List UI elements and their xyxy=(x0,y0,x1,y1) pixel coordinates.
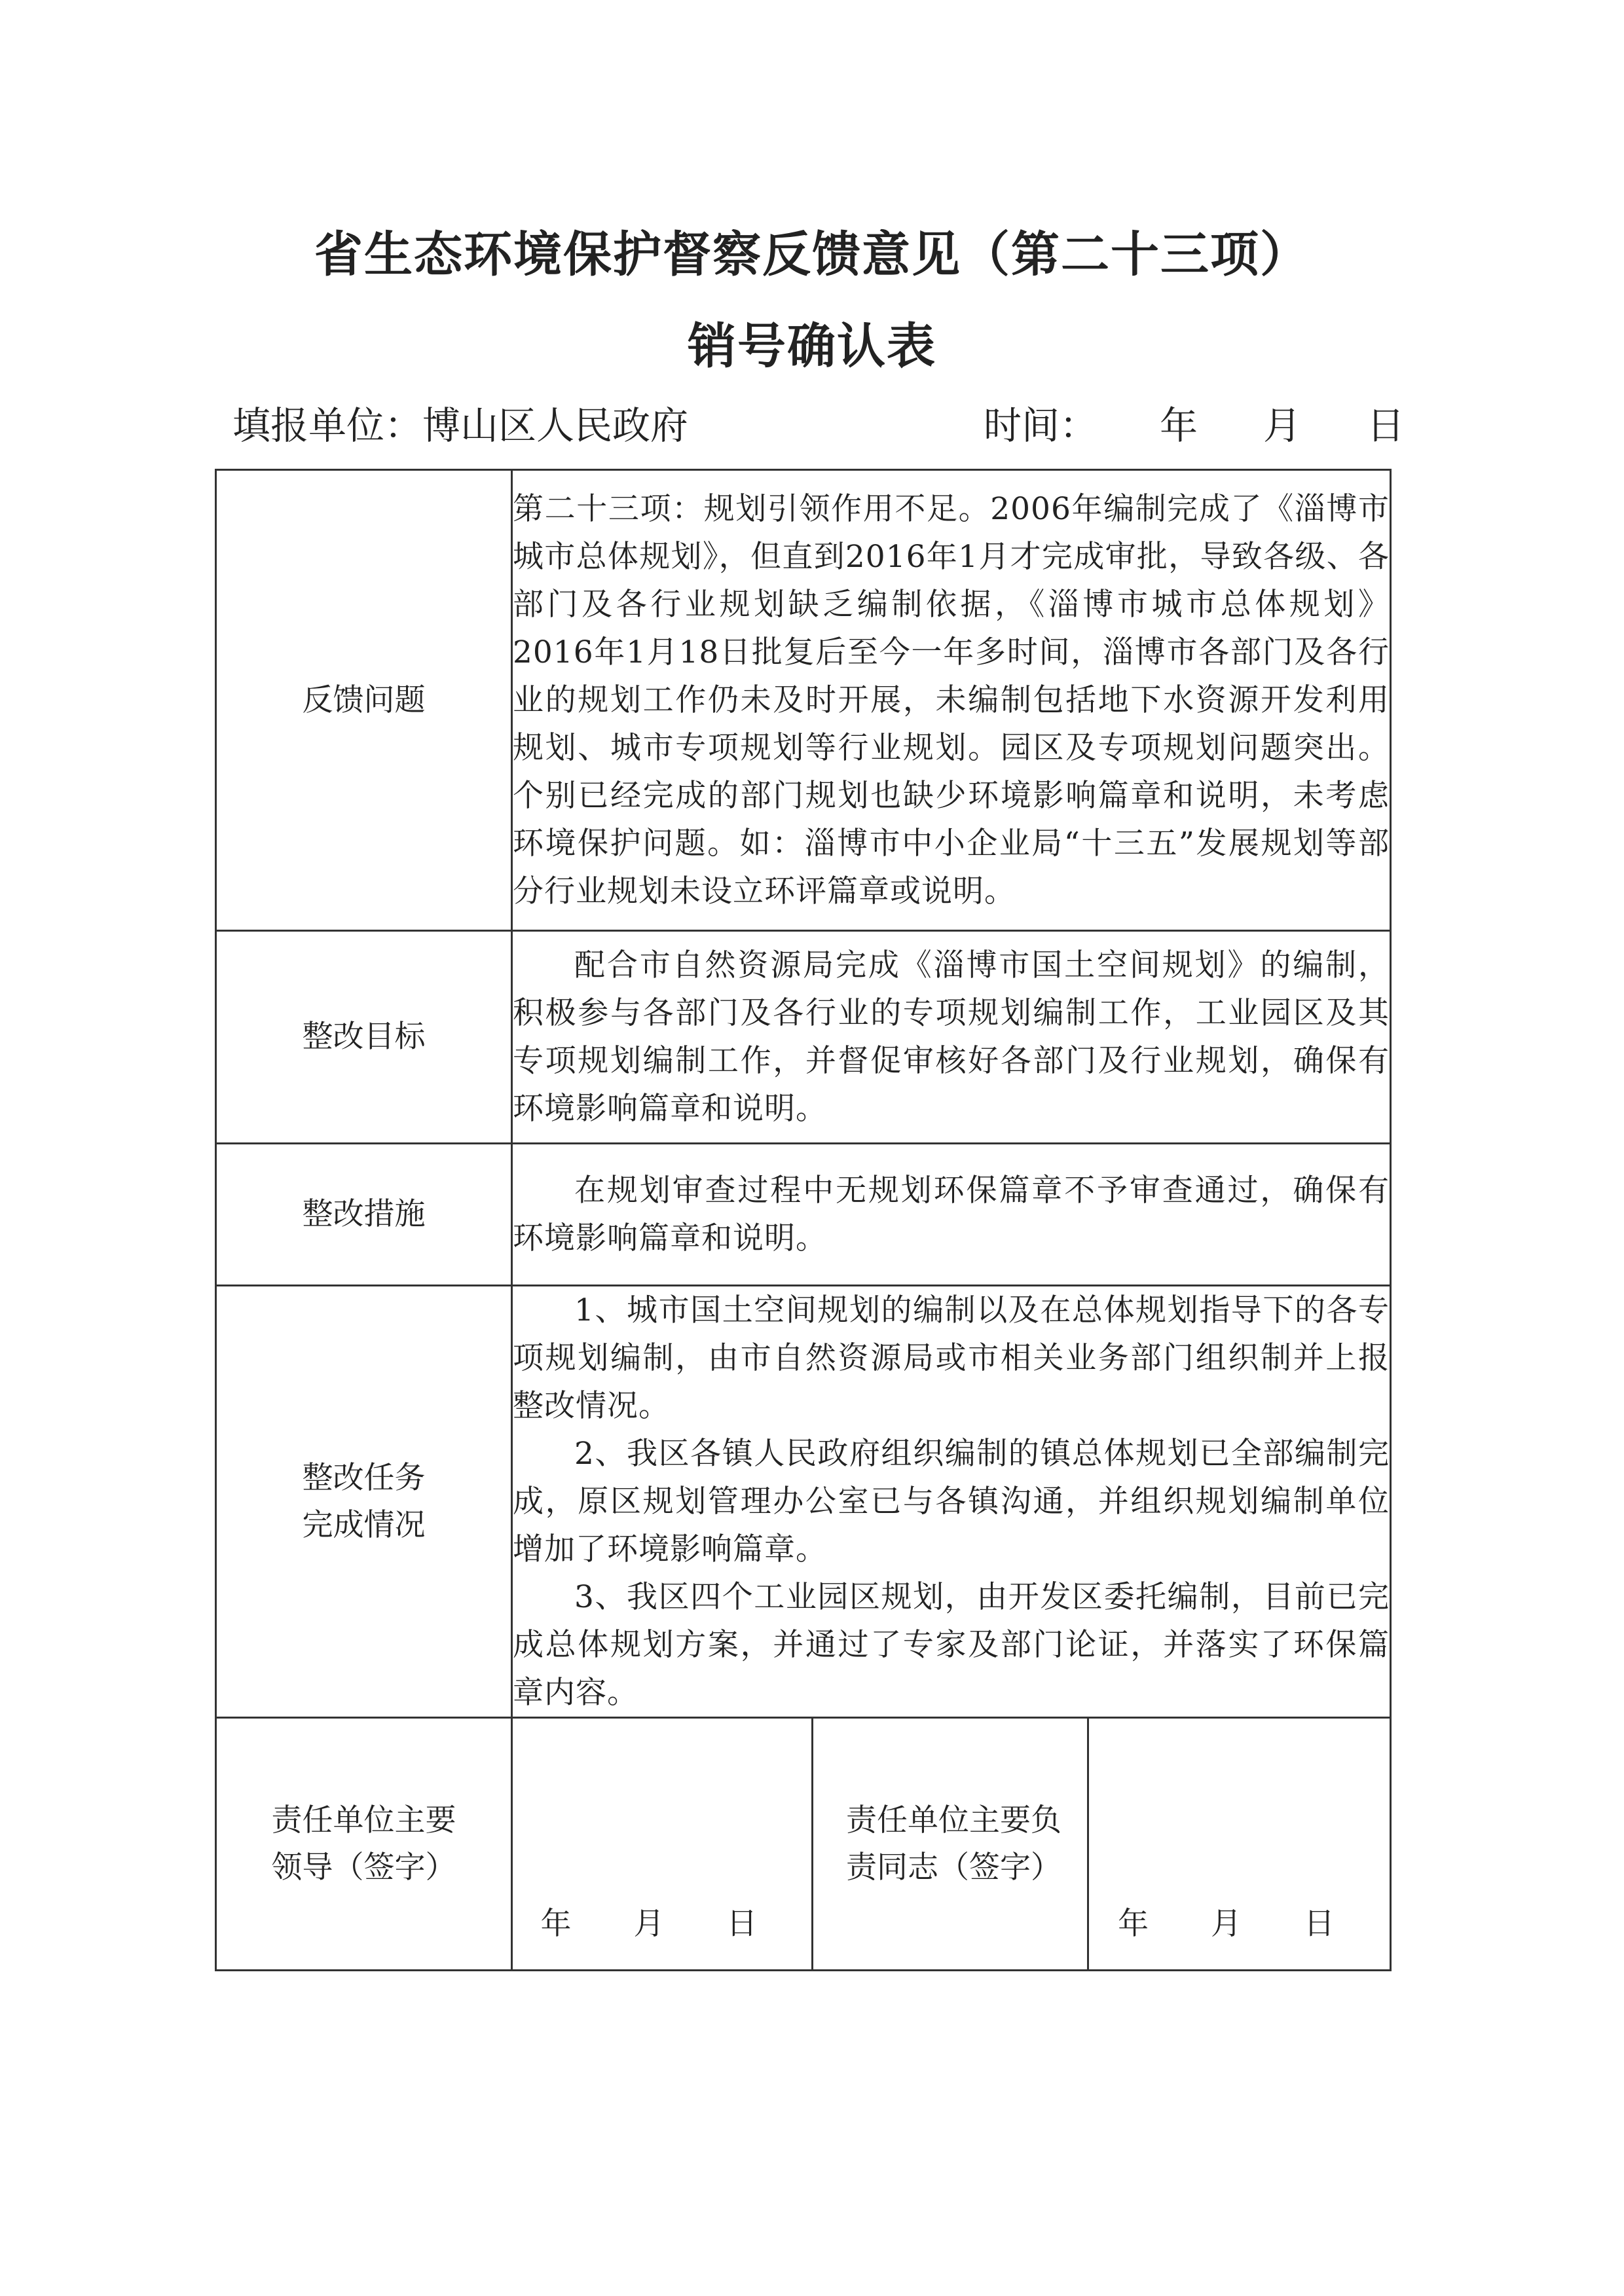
feedback-text: 第二十三项：规划引领作用不足。2006年编制完成了《淄博市城市总体规划》，但直到2016年1月才完成审批，导致各级、各部门及各行业规划缺乏编制依据，《淄博市城市总体规划》2016年1月18日批复后至今一年多时间，淄博市各部门及各行业的规划工作仍未及时开展，未编制包括地下水资源开发利用规划、城市专项规划等行业规划。园区及专项规划问题突出。个别已经完成的部门规划也缺少环境影响篇章和说明，未考虑环境保护问题。如：淄博市中小企业局“十三五”发展规划等部分行业规划未设立环评篇章或说明。 xyxy=(513,491,1390,909)
measures-row xyxy=(216,1144,1391,1286)
person-signature-field[interactable] xyxy=(1088,1718,1391,1971)
document-title-line-1: 省生态环境保护督察反馈意见（第二十三项） xyxy=(314,227,1310,283)
completion-item: 2、我区各镇人民政府组织编制的镇总体规划已全部编制完成，原区规划管理办公室已与各镇沟通，并组织规划编制单位增加了环境影响篇章。 xyxy=(513,1436,1390,1567)
completion-label xyxy=(216,1286,512,1718)
completion-label-line-2: 完成情况 xyxy=(302,1506,426,1543)
report-date-day: 日 xyxy=(1367,403,1405,448)
confirmation-table xyxy=(215,469,1392,1971)
reporting-unit-value: 博山区人民政府 xyxy=(422,403,689,448)
reporting-unit-label: 填报单位： xyxy=(232,403,423,448)
goal-text: 配合市自然资源局完成《淄博市国土空间规划》的编制，积极参与各部门及各行业的专项规划编制工作，工业园区及其专项规划编制工作，并督促审核好各部门及行业规划，确保有环境影响篇章和说明。 xyxy=(513,947,1390,1127)
report-date-year: 年 xyxy=(1160,403,1198,448)
leader-signature-date: 年 月 日 xyxy=(540,1906,784,1942)
completion-row xyxy=(216,1286,1391,1718)
reporting-unit xyxy=(232,399,688,452)
person-signature-date: 年 月 日 xyxy=(1118,1906,1361,1942)
completion-item: 1、城市国土空间规划的编制以及在总体规划指导下的各专项规划编制，由市自然资源局或市相关业务部门组织制并上报整改情况。 xyxy=(513,1292,1390,1424)
report-date-month: 月 xyxy=(1263,403,1302,448)
completion-label-line-1: 整改任务 xyxy=(302,1459,426,1496)
signature-row xyxy=(216,1718,1391,1971)
person-signature-label-line-1: 责任单位主要负 xyxy=(846,1802,1061,1838)
measures-content xyxy=(512,1144,1391,1286)
person-signature-label-line-2: 责同志（签字） xyxy=(846,1849,1061,1886)
goal-content xyxy=(512,931,1391,1144)
person-signature-label xyxy=(813,1718,1088,1971)
feedback-content xyxy=(512,470,1391,931)
leader-signature-label-line-2: 领导（签字） xyxy=(271,1849,456,1886)
document-title-line-2: 销号确认表 xyxy=(688,318,936,374)
completion-item: 3、我区四个工业园区规划，由开发区委托编制，目前已完成总体规划方案，并通过了专家及部门论证，并落实了环保篇章内容。 xyxy=(513,1579,1390,1711)
measures-label: 整改措施 xyxy=(216,1144,512,1286)
completion-content xyxy=(512,1286,1391,1718)
goal-row xyxy=(216,931,1391,1144)
leader-signature-label-line-1: 责任单位主要 xyxy=(271,1802,456,1838)
feedback-label: 反馈问题 xyxy=(216,470,512,931)
feedback-row xyxy=(216,470,1391,931)
report-date-label: 时间： xyxy=(984,403,1098,448)
leader-signature-label xyxy=(216,1718,512,1971)
measures-text: 在规划审查过程中无规划环保篇章不予审查通过，确保有环境影响篇章和说明。 xyxy=(513,1173,1390,1256)
leader-signature-field[interactable] xyxy=(512,1718,813,1971)
report-date xyxy=(984,399,1405,452)
goal-label: 整改目标 xyxy=(216,931,512,1144)
